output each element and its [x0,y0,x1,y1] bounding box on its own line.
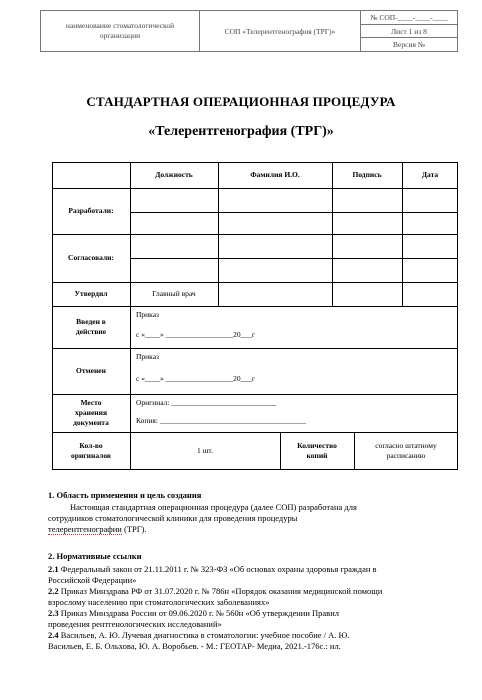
row-enacted-label [52,306,130,348]
sop-meta-cell [361,11,457,51]
row-approved-label: Утвердил [74,289,108,298]
col-date-header: Дата [421,170,439,179]
row-storage-label [52,394,130,432]
ref1-line1 [48,564,464,575]
row-enacted-line2: действие [75,327,107,336]
sop-title: СОП «Телерентгенография (ТРГ)» [224,26,336,36]
cancelled-order-label: Приказ [136,352,160,361]
originals-count-value: 1 шт. [197,445,213,455]
ref2-number: 2.2 [48,586,59,596]
ref1-text-a: Федеральный закон от 21.11.2011 г. № 323-ФЗ «Об основах охраны здоровья граждан в [58,564,377,574]
enacted-order-date: с «____» __________________20___г [136,330,255,339]
row-agreed-label: Согласовали: [68,253,114,262]
col-position-header: Должность [155,170,193,179]
document-subtitle: «Телерентгенография (ТРГ)» [148,124,334,139]
ref3-line1 [48,608,464,619]
row-developed-label: Разработали: [68,206,114,215]
originals-count-line1: Кол-во [79,440,103,450]
ref4-line2: Васильев, Е. Б. Ольхова, Ю. А. Воробьев. - М.: ГЕОТАР- Медиа, 2021.-176с.: ил. [48,641,341,651]
section1-underlined-term: телерентгенографии [48,524,122,534]
copies-value-line2: расписанию [386,450,426,460]
ref4-number: 2.4 [48,630,59,640]
ref2-text-a: Приказ Минздрава РФ от 31.07.2020 г. № 786н «Порядок оказания медицинской помощи [58,586,383,596]
copies-count-line1: Количество [297,440,337,450]
document-title: СТАНДАРТНАЯ ОПЕРАЦИОННАЯ ПРОЦЕДУРА [86,94,396,109]
ref3-line2: проведения рентгенологических исследований» [48,619,222,629]
ref3-text-a: Приказ Минздрава России от 09.06.2020 г. № 560н «Об утверждении Правил [58,608,339,618]
ref1-number: 2.1 [48,564,59,574]
row-storage-line1: Место [80,398,102,407]
originals-count-line2: оригиналов [71,450,111,460]
section1-line1: Настоящая стандартная операционная процедура (далее СОП) разработана для [70,502,357,512]
approval-table [52,162,458,470]
section1-body [48,502,464,535]
row-enacted-line1: Введен в [76,317,106,326]
organization-name-cell [41,11,200,51]
section2-body [48,564,464,652]
org-name-line1: наименование стоматологической [65,21,175,30]
cancelled-order-date: с «____» __________________20___г [136,374,255,383]
section1-line3 [48,524,464,535]
document-header [40,10,458,52]
ref2-line2: взрослому населению при стоматологических заболеваниях» [48,597,270,607]
ref4-line1 [48,630,464,641]
org-name-line2: организации [99,31,141,40]
approved-position: Главный врач [152,289,196,298]
copies-value-line1: согласно штатному [375,440,437,450]
row-storage-line2: хранения [74,408,108,417]
sop-number: № СОП-____-____-____ [361,11,457,25]
original-location: Оригинал: ____________________________ [136,398,277,407]
section1-heading: 1. Область применения и цель создания [48,490,202,500]
sop-title-cell [200,11,361,51]
ref2-line1 [48,586,464,597]
ref3-number: 2.3 [48,608,59,618]
copy-location: Копия: _______________________________________ [136,416,307,425]
row-cancelled-label: Отменен [76,366,106,375]
version-label: Версия № [393,40,425,50]
section1-line2: сотрудников стоматологической клиники для проведения процедуры [48,513,298,523]
originals-count-label [52,432,130,469]
enacted-order-label: Приказ [136,310,160,319]
ref1-line2: Российской Федерации» [48,575,137,585]
copies-count-label [280,432,354,469]
section2-heading: 2. Нормативные ссылки [48,551,142,561]
section1-line3-rest: (ТРГ). [121,524,147,534]
copies-count-value [354,432,458,469]
col-name-header: Фамилия И.О. [250,170,300,179]
copies-count-line2: копий [306,450,328,460]
page-indicator: Лист 1 из 8 [361,25,457,39]
ref4-text-a: Васильев, А. Ю. Лучевая диагностика в стоматологии: учебное пособие / А. Ю. [58,630,350,640]
col-sign-header: Подпись [352,170,382,179]
row-storage-line3: документа [73,418,109,427]
